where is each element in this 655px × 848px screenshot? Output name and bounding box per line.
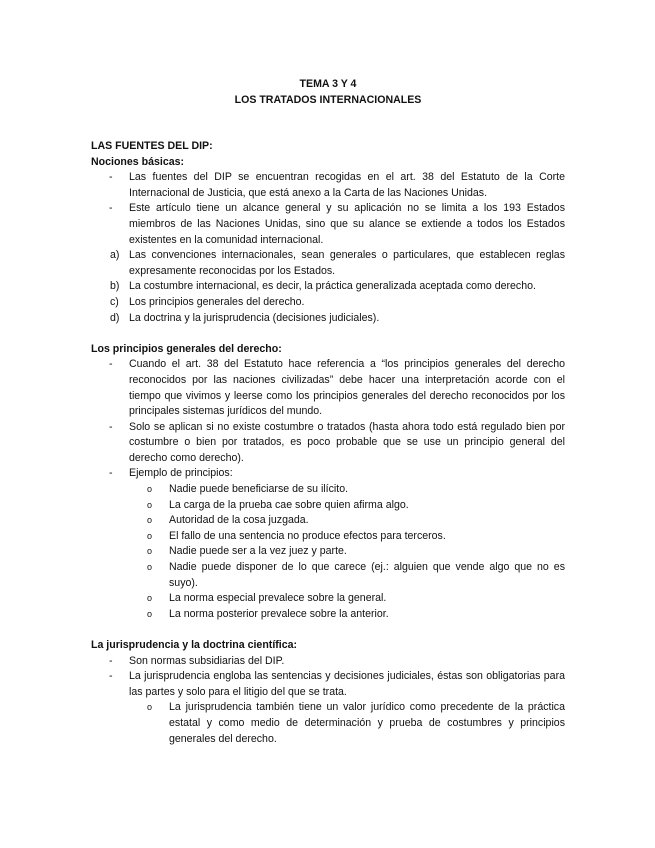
list-item-text: Las fuentes del DIP se encuentran recogidas en el art. 38 del Estatuto de la Corte Internacional de Justicia, que está anexo a la Carta de las Naciones Unidas.	[129, 171, 565, 199]
sub-item-text: La jurisprudencia también tiene un valor jurídico como precedente de la práctica estatal y como medio de determinación y prueba de costumbres y principios generales del derecho.	[169, 701, 565, 745]
section-heading-jurisprudence: La jurisprudencia y la doctrina científica:	[91, 639, 298, 651]
dash-marker: -	[109, 467, 113, 480]
list-item	[91, 357, 565, 419]
dash-marker: -	[109, 358, 113, 371]
list-item	[91, 420, 565, 467]
list-item	[91, 669, 565, 747]
principle-text: La norma posterior prevalece sobre la anterior.	[169, 607, 389, 620]
circle-bullet: o	[147, 562, 153, 573]
circle-bullet: o	[147, 484, 153, 495]
dash-list	[91, 170, 565, 248]
circle-bullet: o	[147, 593, 153, 604]
document-title	[91, 76, 565, 108]
letter-marker: a)	[110, 249, 120, 262]
principle-item	[91, 591, 565, 607]
list-item	[91, 279, 565, 295]
dash-marker: -	[109, 670, 113, 683]
dash-list	[91, 357, 565, 622]
principle-item	[91, 607, 565, 623]
dash-list	[91, 654, 565, 748]
sub-list	[129, 700, 565, 747]
list-item	[91, 201, 565, 248]
principle-item	[91, 560, 565, 591]
list-item-text: Son normas subsidiarias del DIP.	[129, 654, 285, 667]
circle-bullet: o	[147, 546, 153, 557]
section-sources	[91, 139, 565, 326]
letter-marker: b)	[110, 280, 120, 293]
principle-text: Autoridad de la cosa juzgada.	[169, 514, 309, 527]
principle-text: Nadie puede ser a la vez juez y parte.	[169, 545, 347, 558]
circle-bullet: o	[147, 499, 153, 510]
principle-item	[91, 544, 565, 560]
list-item	[91, 654, 565, 670]
principles-list	[129, 482, 565, 622]
list-item-text: La doctrina y la jurisprudencia (decisiones judiciales).	[129, 311, 380, 324]
list-item-text: Los principios generales del derecho.	[129, 295, 305, 308]
principle-item	[91, 482, 565, 498]
principle-text: Nadie puede disponer de lo que carece (ej.: alguien que vende algo que no es suyo).	[169, 561, 565, 589]
principle-text: La carga de la prueba cae sobre quien afirma algo.	[169, 498, 409, 511]
dash-marker: -	[109, 420, 113, 433]
document-body	[91, 76, 565, 763]
principle-item	[91, 498, 565, 514]
section-heading-general-principles: Los principios generales del derecho:	[91, 342, 282, 355]
circle-bullet: o	[147, 702, 153, 713]
list-item	[91, 248, 565, 279]
section-jurisprudence-doctrine	[91, 638, 565, 747]
subsection-heading-basic-notions: Nociones básicas:	[91, 155, 185, 168]
principle-text: Nadie puede beneficiarse de su ilícito.	[169, 483, 349, 496]
list-item-text: Solo se aplican si no existe costumbre o tratados (hasta ahora todo está regulado bien por costumbre o bien por tratados, es poco probable que se use un principio general del derecho como derecho).	[129, 420, 565, 464]
circle-bullet: o	[147, 515, 153, 526]
list-item-text: Las convenciones internacionales, sean generales o particulares, que establecen reglas expresamente reconocidas por los Estados.	[129, 249, 565, 277]
list-item	[91, 295, 565, 311]
principle-item	[91, 513, 565, 529]
title-line-1: TEMA 3 Y 4	[299, 78, 357, 90]
principle-text: El fallo de una sentencia no produce efectos para terceros.	[169, 529, 446, 542]
sub-item	[91, 700, 565, 747]
title-line-2: LOS TRATADOS INTERNACIONALES	[234, 94, 422, 106]
section-general-principles	[91, 342, 565, 623]
circle-bullet: o	[147, 530, 153, 541]
principle-text: La norma especial prevalece sobre la general.	[169, 592, 387, 605]
letter-marker: d)	[110, 311, 120, 324]
letter-marker: c)	[110, 295, 119, 308]
dash-marker: -	[109, 171, 113, 184]
list-item	[91, 466, 565, 622]
list-item-text: La jurisprudencia engloba las sentencias y decisiones judiciales, éstas son obligatorias para las partes y solo para el litigio del que se trata.	[129, 670, 565, 698]
circle-bullet: o	[147, 608, 153, 619]
section-heading-sources: LAS FUENTES DEL DIP:	[91, 140, 213, 152]
list-item-text: Cuando el art. 38 del Estatuto hace referencia a “los principios generales del derecho reconocidos por las naciones civilizadas” debe hacer una interpretación acorde con el tiempo que vivimos y leerse como los principios generales del derecho reconocidos por los principales sistemas jurídicos del mundo.	[129, 358, 565, 418]
list-item	[91, 311, 565, 327]
principle-item	[91, 529, 565, 545]
dash-marker: -	[109, 654, 113, 667]
list-item-text: Este artículo tiene un alcance general y su aplicación no se limita a los 193 Estados miembros de las Naciones Unidas, sino que su alance se extiende a todos los Estados existentes en la comunidad internacional.	[129, 202, 565, 246]
list-item	[91, 170, 565, 201]
list-item-text: Ejemplo de principios:	[129, 467, 233, 480]
dash-marker: -	[109, 202, 113, 215]
lettered-list	[91, 248, 565, 326]
list-item-text: La costumbre internacional, es decir, la práctica generalizada aceptada como derecho.	[129, 280, 536, 293]
